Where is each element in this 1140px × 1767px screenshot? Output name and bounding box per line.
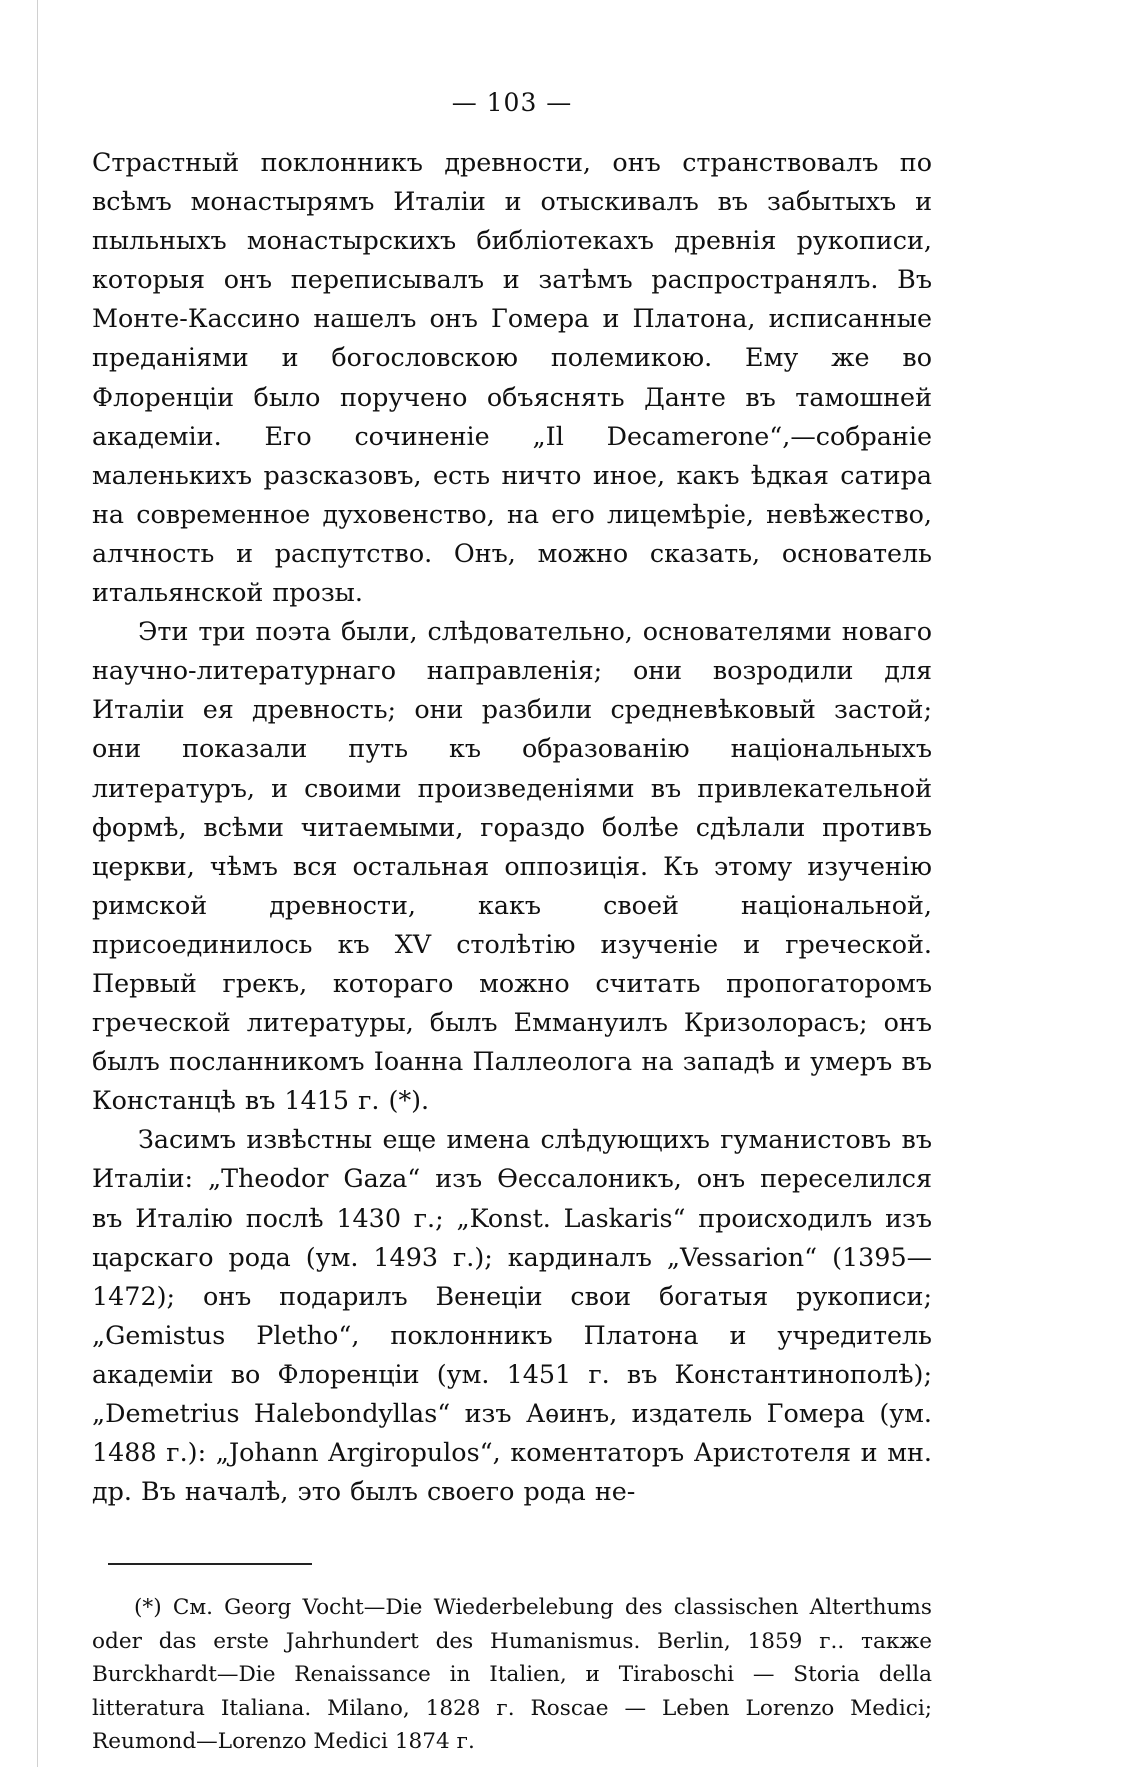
footnote [92, 1591, 932, 1759]
footnote-text: (*) См. Georg Vocht—Die Wiederbelebung des classischen Alterthums oder das erste Jahrhundert des Humanismus. Berlin, 1859 г.. также Burckhardt—Die Renaissance in Italien, и Tiraboschi — Storia della litteratura Italiana. Milano, 1828 г. Roscae — Leben Lorenzo Medici; Reumond—Lorenzo Medici 1874 г. [92, 1595, 932, 1755]
body-text [92, 143, 932, 1511]
paragraph-humanists: Засимъ извѣстны еще имена слѣдующихъ гуманистовъ въ Италіи: „Theodor Gaza“ изъ Ѳессалоникъ, онъ переселился въ Италію послѣ 1430 г.; „Konst. Laskaris“ происходилъ изъ царскаго рода (ум. 1493 г.); кардиналъ „Vessarion“ (1395—1472); онъ подарилъ Венеціи свои богатыя рукописи; „Gemistus Pletho“, поклонникъ Платона и учредитель академіи во Флоренціи (ум. 1451 г. въ Константинополѣ); „Demetrius Halebondyllas“ изъ Аѳинъ, издатель Гомера (ум. 1488 г.): „Johann Argiropulos“, коментаторъ Аристотеля и мн. др. Въ началѣ, это былъ своего рода не- [92, 1124, 932, 1507]
scan-edge-line [37, 0, 38, 1767]
footnote-separator [108, 1563, 312, 1565]
paragraph-continuation: Страстный поклонникъ древности, онъ странствовалъ по всѣмъ монастырямъ Италіи и отыскивалъ въ забытыхъ и пыльныхъ монастырскихъ библіотекахъ древнія рукописи, которыя онъ переписывалъ и затѣмъ распространялъ. Въ Монте-Кассино нашелъ онъ Гомера и Платона, исписанные преданіями и богословскою полемикою. Ему же во Флоренціи было поручено объяснять Данте въ тамошней академіи. Его сочиненіе „Il Decamerone“,—собраніе маленькихъ разсказовъ, есть ничто иное, какъ ѣдкая сатира на современное духовенство, на его лицемѣріе, невѣжество, алчность и распутство. Онъ, можно сказать, основатель итальянской прозы. [92, 147, 932, 608]
paragraph-three-poets: Эти три поэта были, слѣдовательно, основателями новаго научно-литературнаго направленія; они возродили для Италіи ея древность; они разбили средневѣковый застой; они показали путь къ образованію національныхъ литературъ, и своими произведеніями въ привлекательной формѣ, всѣми читаемыми, гораздо болѣе сдѣлали противъ церкви, чѣмъ вся остальная оппозиція. Къ этому изученію римской древности, какъ своей національной, присоединилось къ XV столѣтію изученіе и греческой. Первый грекъ, котораго можно считать пропогаторомъ греческой литературы, былъ Еммануилъ Кризолорасъ; онъ былъ посланникомъ Іоанна Паллеолога на западѣ и умеръ въ Констанцѣ въ 1415 г. (*). [92, 616, 932, 1116]
book-page [92, 88, 932, 1759]
page-number: — 103 — [451, 88, 573, 117]
